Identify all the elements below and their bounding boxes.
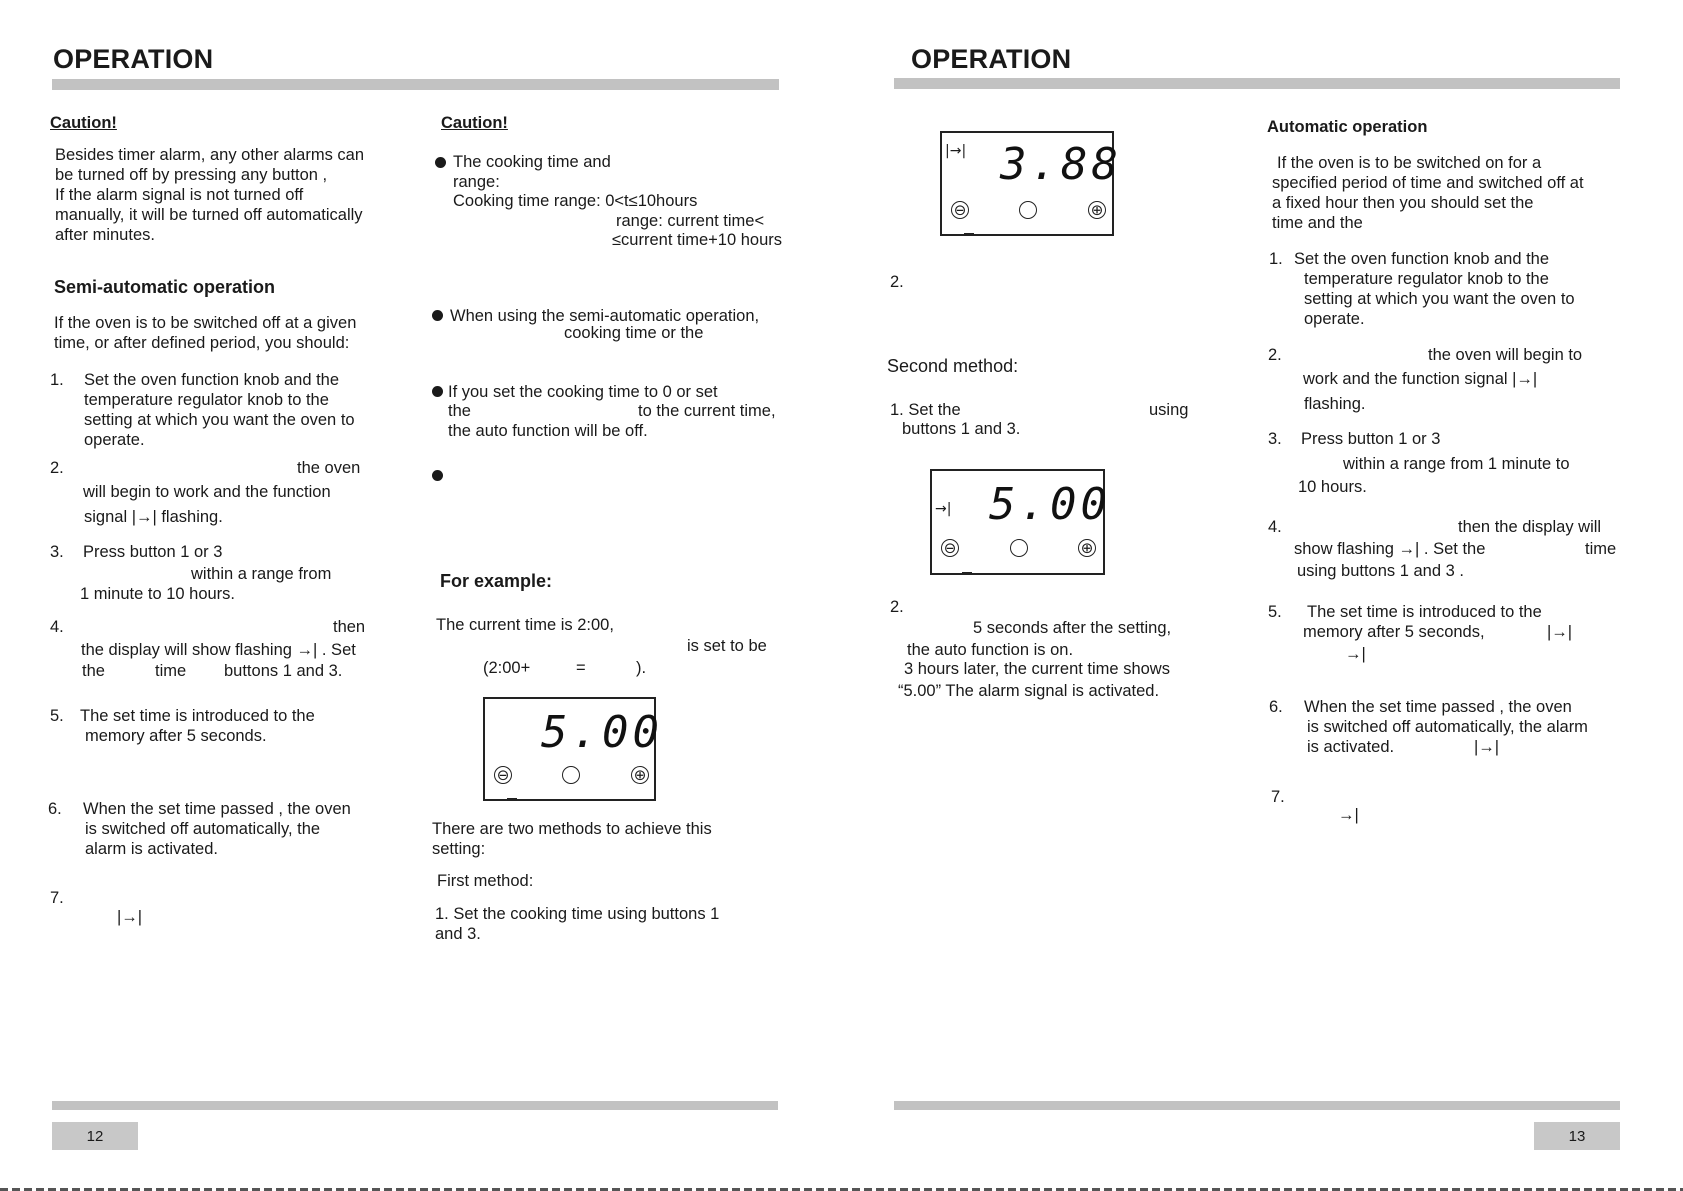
minus-button-icon: ⊖ [941, 539, 959, 557]
page-number-left: 12 [52, 1122, 138, 1150]
end-time-range-max: ≤current time+10 hours [612, 231, 783, 249]
step-number: 6. [1269, 698, 1283, 716]
step-number: 5. [1268, 603, 1282, 621]
step-number: 7. [1271, 788, 1285, 806]
step-2-text-a: the oven [297, 459, 361, 477]
bullet-3-text-b1: the [448, 402, 471, 420]
step-number: 2. [1268, 346, 1282, 364]
step-number: 1. [50, 371, 64, 389]
timer-end-icon: |→| [945, 143, 967, 159]
methods-text: There are two methods to achieve this setting: [432, 820, 712, 858]
bullet-icon [432, 310, 443, 321]
step-number: 7. [50, 889, 64, 907]
bullet-icon [435, 157, 446, 168]
timer-end-icon: →| [935, 501, 952, 517]
timer-end-icon: |→| [1474, 738, 1500, 756]
menu-button-icon [1010, 539, 1028, 557]
display-readout: 5.00 [541, 707, 663, 758]
oven-display-panel [930, 469, 1111, 575]
second-method-step-1-b: using [1149, 401, 1189, 419]
bullet-2-text-b: cooking time or the [564, 324, 704, 342]
auto-step-3-c: 10 hours. [1298, 478, 1367, 496]
example-text-c2: = [576, 659, 586, 677]
second-method-step-1-a: 1. Set the [890, 401, 961, 419]
bullet-3-text-c: the auto function will be off. [448, 422, 648, 440]
oven-display-panel [483, 697, 663, 801]
step-5-text: The set time is introduced to the memory after 5 seconds. [80, 707, 315, 745]
minus-button-icon: ⊖ [494, 766, 512, 784]
auto-step-6-text: When the set time passed , the oven is switched off automatically, the alarm is activated. [1304, 698, 1588, 756]
step-number: 3. [1268, 430, 1282, 448]
auto-step-4-a: then the display will [1458, 518, 1602, 536]
display-readout: 3.88 [1000, 139, 1122, 190]
step-3-text-b: within a range from [191, 565, 332, 583]
auto-step-2-b: work and the function signal |→| [1303, 370, 1538, 388]
header-rule-left [52, 79, 779, 90]
auto-on-text-b: the auto function is on. [907, 641, 1074, 659]
step-4-text-a: then [333, 618, 366, 636]
automatic-operation-heading: Automatic operation [1267, 118, 1428, 136]
auto-step-1-text: Set the oven function knob and the temperature regulator knob to the setting at which you want the oven to operate. [1294, 250, 1575, 328]
step-1-text: Set the oven function knob and the temperature regulator knob to the setting at which you want the oven to operate. [84, 371, 355, 449]
timer-end-icon: →| [1338, 806, 1359, 824]
example-text-b: is set to be [687, 637, 767, 655]
menu-button-icon [562, 766, 580, 784]
auto-step-2-c: flashing. [1304, 395, 1366, 413]
panel-tab [962, 572, 972, 575]
timer-end-icon: |→| [1547, 623, 1573, 641]
step-number: 2. [50, 459, 64, 477]
example-text-c1: (2:00+ [483, 659, 531, 677]
footer-rule-right [894, 1101, 1620, 1110]
example-heading: For example: [440, 571, 553, 591]
panel-tab [507, 798, 517, 801]
step-4-text-c3: buttons 1 and 3. [224, 662, 343, 680]
plus-button-icon: ⊕ [1078, 539, 1096, 557]
footer-rule-left [52, 1101, 778, 1110]
bullet-3-text-b2: to the current time, [638, 402, 776, 420]
step-6-text: When the set time passed , the oven is switched off automatically, the alarm is activated. [83, 800, 351, 858]
bullet-2-text-a: When using the semi-automatic operation, [450, 307, 760, 325]
step-3-text-a: Press button 1 or 3 [83, 543, 223, 561]
step-2-text-b: will begin to work and the function [83, 483, 331, 501]
step-number: 4. [50, 618, 64, 636]
step-4-text-c2: time [155, 662, 187, 680]
bullet-icon [432, 386, 443, 397]
cooking-time-range: Cooking time range: 0<t≤10hours [453, 192, 698, 210]
menu-button-icon [1019, 201, 1037, 219]
auto-step-5-b: memory after 5 seconds, [1303, 623, 1485, 641]
example-text-c3: ). [636, 659, 647, 677]
step-4-text-c1: the [82, 662, 105, 680]
page-title-right: OPERATION [911, 44, 1072, 74]
auto-step-4-b2: time [1585, 540, 1617, 558]
bullet-1-text: The cooking time and range: [453, 153, 611, 191]
auto-step-2-a: the oven will begin to [1428, 346, 1583, 364]
step-number: 1. [1269, 250, 1283, 268]
plus-button-icon: ⊕ [631, 766, 649, 784]
example-text-a: The current time is 2:00, [436, 616, 614, 634]
auto-on-text-c: 3 hours later, the current time shows [904, 660, 1170, 678]
auto-step-4-c: using buttons 1 and 3 . [1297, 562, 1464, 580]
timer-end-icon: →| [1345, 645, 1366, 663]
auto-step-5-a: The set time is introduced to the [1307, 603, 1542, 621]
auto-step-3-b: within a range from 1 minute to [1343, 455, 1570, 473]
panel-tab [964, 233, 974, 236]
second-method-step-1-c: buttons 1 and 3. [902, 420, 1021, 438]
first-method-text: 1. Set the cooking time using buttons 1 and 3. [435, 905, 720, 943]
end-time-range: range: current time< [616, 212, 765, 230]
semi-automatic-heading: Semi-automatic operation [54, 277, 276, 297]
bullet-icon [432, 470, 443, 481]
oven-display-panel [940, 131, 1122, 236]
page-title-left: OPERATION [53, 44, 214, 74]
auto-on-text-a: 5 seconds after the setting, [973, 619, 1172, 637]
auto-step-4-b1: show flashing →| . Set the [1294, 540, 1486, 558]
step-number: 2. [890, 273, 904, 291]
display-readout: 5.00 [989, 479, 1111, 530]
step-number: 2. [890, 598, 904, 616]
step-number: 4. [1268, 518, 1282, 536]
header-rule-right [894, 78, 1620, 89]
first-method-label: First method: [437, 872, 534, 890]
page-number-right: 13 [1534, 1122, 1620, 1150]
step-number: 6. [48, 800, 62, 818]
auto-on-text-d: “5.00” The alarm signal is activated. [898, 682, 1160, 700]
timer-end-icon: |→| [117, 908, 143, 926]
step-2-text-c: signal |→| flashing. [84, 508, 223, 526]
caution-title: Caution! [50, 114, 117, 132]
step-3-text-c: 1 minute to 10 hours. [80, 585, 236, 603]
caution-text: Besides timer alarm, any other alarms can be turned off by pressing any button , If the alarm signal is not turned off manually, it will be turned off automatically after minutes. [55, 146, 365, 244]
auto-intro: If the oven is to be switched on for a specified period of time and switched off at a fixed hour then you should set the time and the [1272, 154, 1584, 232]
step-4-text-b: the display will show flashing →| . Set [81, 641, 356, 659]
caution-title-2: Caution! [441, 114, 508, 132]
step-number: 3. [50, 543, 64, 561]
bullet-3-text-a: If you set the cooking time to 0 or set [448, 383, 718, 401]
auto-step-3-a: Press button 1 or 3 [1301, 430, 1441, 448]
minus-button-icon: ⊖ [951, 201, 969, 219]
semi-intro: If the oven is to be switched off at a given time, or after defined period, you should: [54, 314, 357, 352]
step-number: 5. [50, 707, 64, 725]
second-method-heading: Second method: [887, 356, 1019, 376]
plus-button-icon: ⊕ [1088, 201, 1106, 219]
